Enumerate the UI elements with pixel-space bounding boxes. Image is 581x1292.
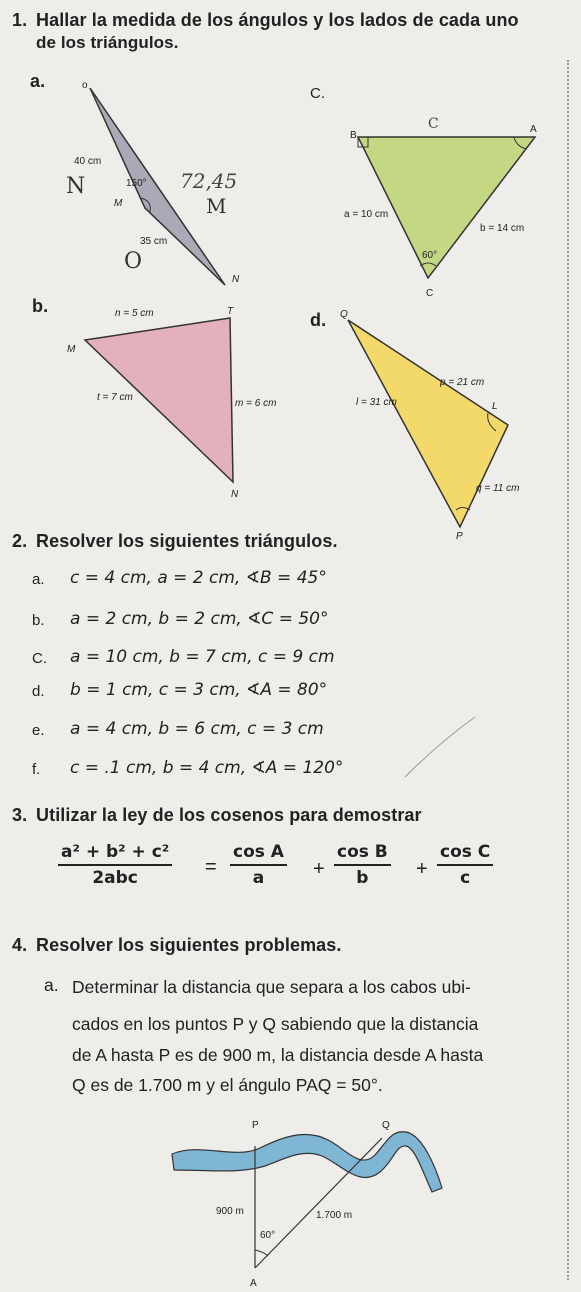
lhs-numerator: a² + b² + c²: [58, 842, 172, 866]
section-3-number: 3.: [12, 805, 28, 825]
triangle-a-figure: [60, 80, 280, 290]
triangle-c-vertex-left: B: [350, 130, 357, 141]
problem-line-3: de A hasta P es de 900 m, la distancia desde A hasta: [72, 1045, 484, 1065]
triangle-d-vertex-top: Q: [340, 309, 348, 320]
section-2-number: 2.: [12, 531, 28, 551]
list-item: [32, 680, 328, 701]
river-figure: [160, 1110, 450, 1290]
lhs-fraction: [58, 842, 172, 888]
triangle-b-vertex-bottom: N: [231, 489, 239, 500]
section-2-title: Resolver los siguientes triángulos.: [36, 531, 338, 551]
term-2-denominator: b: [356, 868, 369, 888]
list-item: [32, 568, 327, 589]
triangle-c-vertex-bottom: C: [426, 288, 434, 299]
pen-stroke: [400, 712, 480, 782]
problem-line-1: Determinar la distancia que separa a los cabos ubi-: [72, 977, 471, 997]
dist-ap: 900 m: [216, 1206, 244, 1217]
triangle-a-vertex-left: M: [114, 198, 123, 209]
list-item-text: c = 4 cm, a = 2 cm, ∢B = 45°: [70, 568, 327, 588]
triangle-c-figure: [330, 110, 555, 300]
lhs-denominator: 2abc: [92, 868, 138, 888]
list-item: [32, 719, 324, 740]
section-1-number: 1.: [12, 10, 28, 30]
section-4-number: 4.: [12, 935, 28, 955]
term-3-numerator: cos C: [437, 842, 493, 866]
triangle-c-letter: C.: [310, 85, 326, 102]
list-item: [32, 647, 335, 668]
triangle-d-side-p: p = 21 cm: [440, 377, 485, 388]
triangle-b-side-n: n = 5 cm: [115, 308, 154, 319]
plus-sign-1: +: [313, 858, 325, 880]
term-1-denominator: a: [252, 868, 265, 888]
plus-sign-2: +: [416, 858, 428, 880]
list-item-text: b = 1 cm, c = 3 cm, ∢A = 80°: [70, 680, 328, 700]
triangle-c-shape: [358, 137, 535, 278]
list-item: [32, 609, 329, 630]
triangle-a-vertex-bottom: N: [232, 274, 240, 285]
triangle-c-side-a: a = 10 cm: [344, 209, 389, 220]
equals-sign: =: [205, 856, 217, 878]
label-q: Q: [382, 1120, 390, 1131]
triangle-a-letter: a.: [30, 71, 46, 91]
list-item-text: a = 4 cm, b = 6 cm, c = 3 cm: [70, 719, 324, 739]
section-1-title-line1: Hallar la medida de los ángulos y los lados de cada uno: [36, 10, 519, 30]
list-item-letter: e.: [32, 722, 45, 739]
triangle-a-side-bottom: 35 cm: [140, 236, 168, 247]
triangle-d-letter: d.: [310, 310, 327, 330]
term-2-numerator: cos B: [334, 842, 391, 866]
triangle-a-side-top: 40 cm: [74, 156, 102, 167]
list-item-text: c = .1 cm, b = 4 cm, ∢A = 120°: [70, 758, 344, 778]
section-1-title-line2: de los triángulos.: [36, 33, 179, 52]
problem-line-2: cados en los puntos P y Q sabiendo que la distancia: [72, 1014, 479, 1034]
term-1-numerator: cos A: [230, 842, 287, 866]
triangle-d-side-l: l = 31 cm: [356, 397, 397, 408]
triangle-c-vertex-right: A: [530, 124, 537, 135]
triangle-b-side-m: m = 6 cm: [235, 398, 277, 409]
list-item-letter: f.: [32, 761, 41, 778]
list-item-letter: d.: [32, 683, 45, 700]
term-2-fraction: [334, 842, 391, 888]
triangle-a-angle: 150°: [126, 178, 147, 189]
list-item-letter: b.: [32, 612, 45, 629]
list-item-letter: C.: [32, 650, 47, 667]
list-item-text: a = 10 cm, b = 7 cm, c = 9 cm: [70, 647, 335, 667]
section-4-title: Resolver los siguientes problemas.: [36, 935, 342, 955]
term-1-fraction: [230, 842, 287, 888]
triangle-d-side-q: q = 11 cm: [476, 483, 520, 494]
triangle-a-handwritten-angle: M: [206, 194, 227, 218]
label-p: P: [252, 1120, 259, 1131]
triangle-b-figure: [55, 300, 315, 510]
list-item-letter: a.: [32, 571, 45, 588]
triangle-d-vertex-right: L: [492, 401, 498, 412]
list-item: [32, 758, 344, 779]
list-item-text: a = 2 cm, b = 2 cm, ∢C = 50°: [70, 609, 329, 629]
triangle-b-side-t: t = 7 cm: [97, 392, 133, 403]
triangle-a-handwritten-number: 72,45: [180, 169, 238, 193]
dist-aq: 1.700 m: [316, 1210, 353, 1221]
triangle-d-vertex-bottom: P: [456, 531, 463, 542]
triangle-d-figure: [330, 305, 530, 545]
angle-label: 60°: [260, 1230, 276, 1241]
triangle-d-shape: [348, 320, 508, 527]
triangle-b-vertex-left: M: [67, 344, 76, 355]
triangle-b-letter: b.: [32, 296, 49, 316]
triangle-c-side-b: b = 14 cm: [480, 223, 525, 234]
triangle-a-handwritten-bottom: O: [124, 249, 143, 274]
problem-line-4: Q es de 1.700 m y el ángulo PAQ = 50°.: [72, 1075, 383, 1095]
section-3-title: Utilizar la ley de los cosenos para demostrar: [36, 805, 422, 825]
triangle-b-vertex-top-right: T: [227, 306, 234, 317]
label-a: A: [250, 1278, 257, 1289]
triangle-a-vertex-top: o: [82, 80, 88, 91]
term-3-denominator: c: [460, 868, 471, 888]
term-3-fraction: [437, 842, 493, 888]
river-shape: [172, 1132, 442, 1192]
triangle-a-handwritten-side: N: [66, 174, 86, 199]
problem-letter: a.: [44, 975, 59, 995]
triangle-c-handwritten-top: C: [428, 116, 439, 132]
triangle-c-angle: 60°: [422, 250, 438, 261]
notebook-margin-line: [567, 60, 569, 1280]
